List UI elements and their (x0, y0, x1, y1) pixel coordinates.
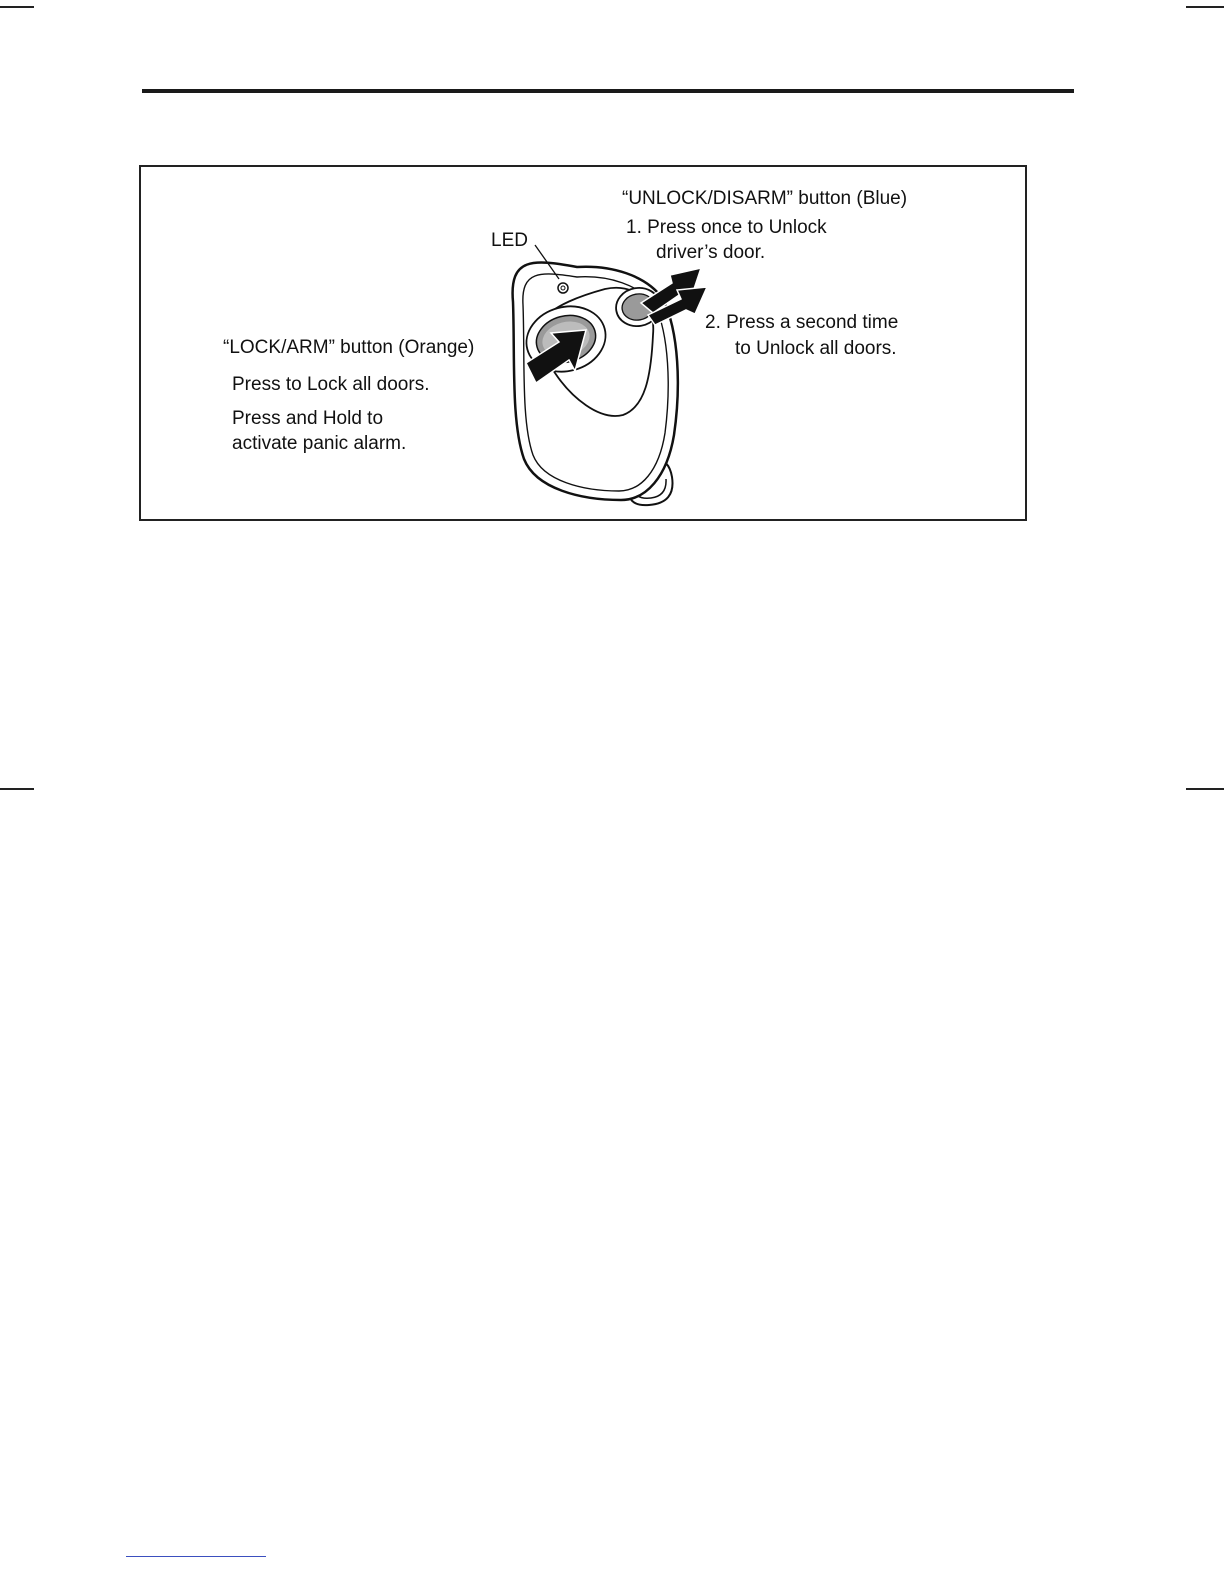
unlock-step1-line2: driver’s door. (656, 242, 766, 263)
crop-mark-mid-right (1186, 788, 1224, 790)
lock-line3: activate panic alarm. (232, 433, 407, 454)
crop-mark-mid-left (0, 788, 34, 790)
lock-button-title: “LOCK/ARM” button (Orange) (223, 337, 475, 358)
led-indicator (558, 283, 568, 293)
unlock-button-title: “UNLOCK/DISARM” button (Blue) (622, 188, 908, 209)
unlock-step2-line2: to Unlock all doors. (735, 338, 897, 359)
header-rule (142, 89, 1074, 93)
unlock-step1-line1: 1. Press once to Unlock (626, 217, 827, 238)
crop-mark-top-left (0, 6, 34, 8)
lock-line2: Press and Hold to (232, 408, 384, 429)
footer-link-underline (126, 1556, 266, 1557)
unlock-step2-line1: 2. Press a second time (705, 312, 899, 333)
lock-line1: Press to Lock all doors. (232, 374, 430, 395)
led-label: LED (491, 230, 528, 251)
key-fob-figure (139, 165, 1027, 521)
crop-mark-top-right (1186, 6, 1224, 8)
